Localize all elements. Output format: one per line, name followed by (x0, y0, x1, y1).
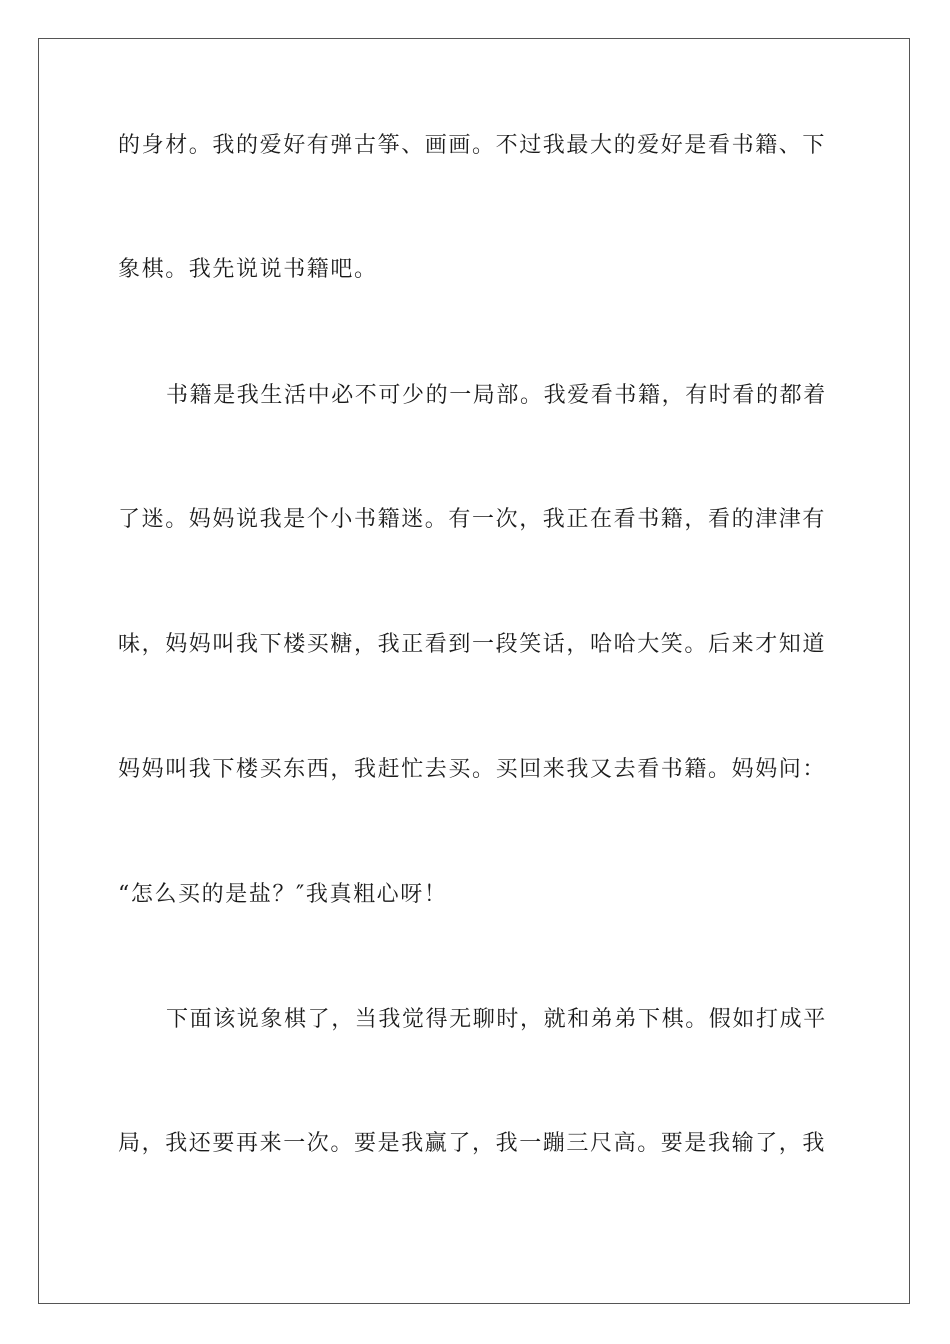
text-line: 味，妈妈叫我下楼买糖，我正看到一段笑话，哈哈大笑。后来才知道 (118, 632, 827, 657)
text-line: 象棋。我先说说书籍吧。 (118, 257, 378, 282)
paragraph-first-line: 下面该说象棋了，当我觉得无聊时，就和弟弟下棋。假如打成平 (166, 1007, 827, 1032)
text-line: 的身材。我的爱好有弹古筝、画画。不过我最大的爱好是看书籍、下 (118, 133, 827, 158)
text-line: 妈妈叫我下楼买东西，我赶忙去买。买回来我又去看书籍。妈妈问： (118, 757, 827, 782)
text-line: “怎么买的是盐？″我真粗心呀！ (118, 882, 448, 907)
text-line: 局，我还要再来一次。要是我赢了，我一蹦三尺高。要是我输了，我 (118, 1131, 827, 1156)
page-frame (38, 38, 910, 1304)
paragraph-first-line: 书籍是我生活中必不可少的一局部。我爱看书籍，有时看的都着 (166, 383, 827, 408)
text-line: 了迷。妈妈说我是个小书籍迷。有一次，我正在看书籍，看的津津有 (118, 507, 827, 532)
